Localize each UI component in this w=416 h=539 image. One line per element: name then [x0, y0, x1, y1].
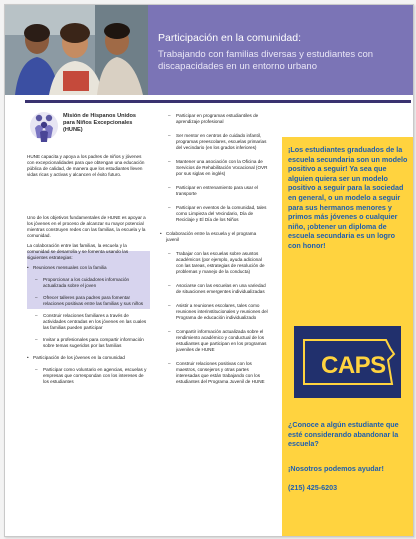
list-item: – Asistir a reuniones escolares, tales como reuniones interinstitucionales y reuniones del Programa de educación individualizado	[168, 303, 268, 320]
list-item	[27, 355, 150, 361]
collaboration-paragraph: La colaboración entre las familias, la escuela y la comunidad se desarrolla y se fomenta usando las siguientes estrategias:	[27, 243, 129, 260]
middle-column	[160, 113, 270, 393]
left-column	[27, 105, 147, 384]
dash-marker-icon: –	[168, 205, 171, 210]
dash-marker-icon: –	[168, 113, 171, 118]
list-item: – Proporcionar a los cuidadores información actualizada sobre el joven	[35, 277, 130, 288]
list-item: – Ofrecer talleres para padres para fomentar relaciones positivas entre las familias y sus niños	[35, 295, 144, 306]
header-band	[148, 5, 413, 95]
students-photo-image	[5, 5, 148, 95]
organization-name: Misión de Hispanos Unidos para Niños Excepcionales (HUNE)	[63, 113, 137, 133]
list-item: – Construir relaciones familiares a través de actividades centradas en los jóvenes en las cuales las familias pueden participar	[35, 313, 147, 330]
header-divider	[25, 100, 411, 103]
right-sidebar	[282, 105, 413, 536]
header-subtitle: Trabajando con familias diversas y estudiantes con discapacidades en un entorno urbano	[158, 49, 374, 72]
list-item	[160, 231, 270, 243]
dash-marker-icon: –	[168, 133, 171, 138]
caps-logo-text: CAPS	[321, 352, 386, 379]
organization-description: HUNE capacita y apoya a los padres de niños y jóvenes con excepcionalidades para que obtengan una educación pública de calidad, de manera que los estudiantes lleven vidas ricas y activas y alcancen el éxito futuro.	[27, 154, 145, 177]
left-column-body	[27, 215, 150, 391]
organization-block	[27, 105, 147, 149]
dash-marker-icon: –	[168, 159, 171, 164]
bullet-dot-icon: •	[27, 265, 29, 270]
flyer-page	[4, 4, 414, 537]
list-item: – Ser mentor en centros de cuidado infantil, programas preescolares, escuelas primarias del vecindario (en los grados inferiores)	[168, 133, 267, 150]
sidebar-help: ¡Nosotros podemos ayudar!	[288, 464, 384, 473]
dash-marker-icon: –	[168, 283, 171, 288]
list-item: – Participar en eventos de la comunidad, tales como Limpieza del Vecindario, Día de Reciclaje y El Día de los Niños	[168, 205, 267, 222]
header-photo	[5, 5, 148, 95]
section-heading: Reuniones mensuales con la familia	[33, 265, 107, 270]
list-item: – Participar en programas estudiantiles de aprendizaje profesional	[168, 113, 259, 124]
intro-paragraph: Uno de los objetivos fundamentales de HUNE es apoyar a los jóvenes en el proceso de alcanzar su mayor potencial mientras construyen redes con las familias, la escuela y la comunidad.	[27, 215, 146, 238]
bullet-dot-icon: •	[160, 231, 162, 236]
sidebar-top-strip	[282, 105, 413, 137]
section-heading: Colaboración entre la escuela y el programa juvenil	[166, 231, 257, 242]
list-item: – Mantener una asociación con la Oficina de Servicios de Rehabilitación Vocacional (OVR por sus siglas en inglés)	[168, 159, 268, 176]
dash-marker-icon: –	[168, 251, 171, 256]
list-item: – Invitar a profesionales para compartir información sobre temas sugeridos por las familias	[35, 337, 144, 348]
sidebar-quote: ¡Los estudiantes graduados de la escuela secundaria son un modelo positivo a seguir! Ya sea que alguien quiera ser un modelo positivo a seguir para la sociedad en general, o un modelo a seguir para sus hermanos menores y primos más jóvenes o cualquier niño, ¡obtener un diploma de escuela secundaria es un logro con honor!	[288, 145, 408, 250]
dash-marker-icon: –	[35, 367, 38, 372]
dash-marker-icon: –	[35, 295, 38, 300]
dash-marker-icon: –	[168, 329, 171, 334]
list-item: – Participar como voluntario en agencias, escuelas y empresas que correspondan con los intereses de los estudiantes	[35, 367, 147, 384]
bullet-dot-icon: •	[27, 355, 29, 360]
dash-marker-icon: –	[168, 361, 171, 366]
section-heading: Participación de los jóvenes en la comunidad	[33, 355, 125, 360]
hune-children-logo-icon	[29, 108, 59, 144]
header-title: Participación en la comunidad:	[158, 32, 302, 44]
list-item: – Trabajar con las escuelas sobre asuntos académicos (por ejemplo, ayuda adicional con las tareas, estrategias de resolución de problemas y manejo de la conducta)	[168, 251, 265, 274]
dash-marker-icon: –	[168, 185, 171, 190]
caps-pennsylvania-logo-icon	[294, 326, 401, 398]
list-item: – Participar en entrenamiento para usar el transporte	[168, 185, 258, 196]
list-item: – Construir relaciones positivas con los maestros, consejeros y otras partes interesadas que están trabajando con los estudiantes del Programa Juvenil de HUNE	[168, 361, 265, 384]
sidebar-question: ¿Conoce a algún estudiante que esté considerando abandonar la escuela?	[288, 420, 399, 449]
dash-marker-icon: –	[168, 303, 171, 308]
dash-marker-icon: –	[35, 277, 38, 282]
sidebar-phone: (215) 425-6203	[288, 483, 338, 492]
dash-marker-icon: –	[35, 337, 38, 342]
dash-marker-icon: –	[35, 313, 38, 318]
list-item: – Compartir información actualizada sobre el rendimiento académico y conductual de los estudiantes que participan en los programas juveniles de HUNE	[168, 329, 267, 352]
list-item: – Asociarse con las escuelas en una variedad de situaciones emergentes individualizadas	[168, 283, 266, 294]
list-item	[27, 265, 150, 271]
